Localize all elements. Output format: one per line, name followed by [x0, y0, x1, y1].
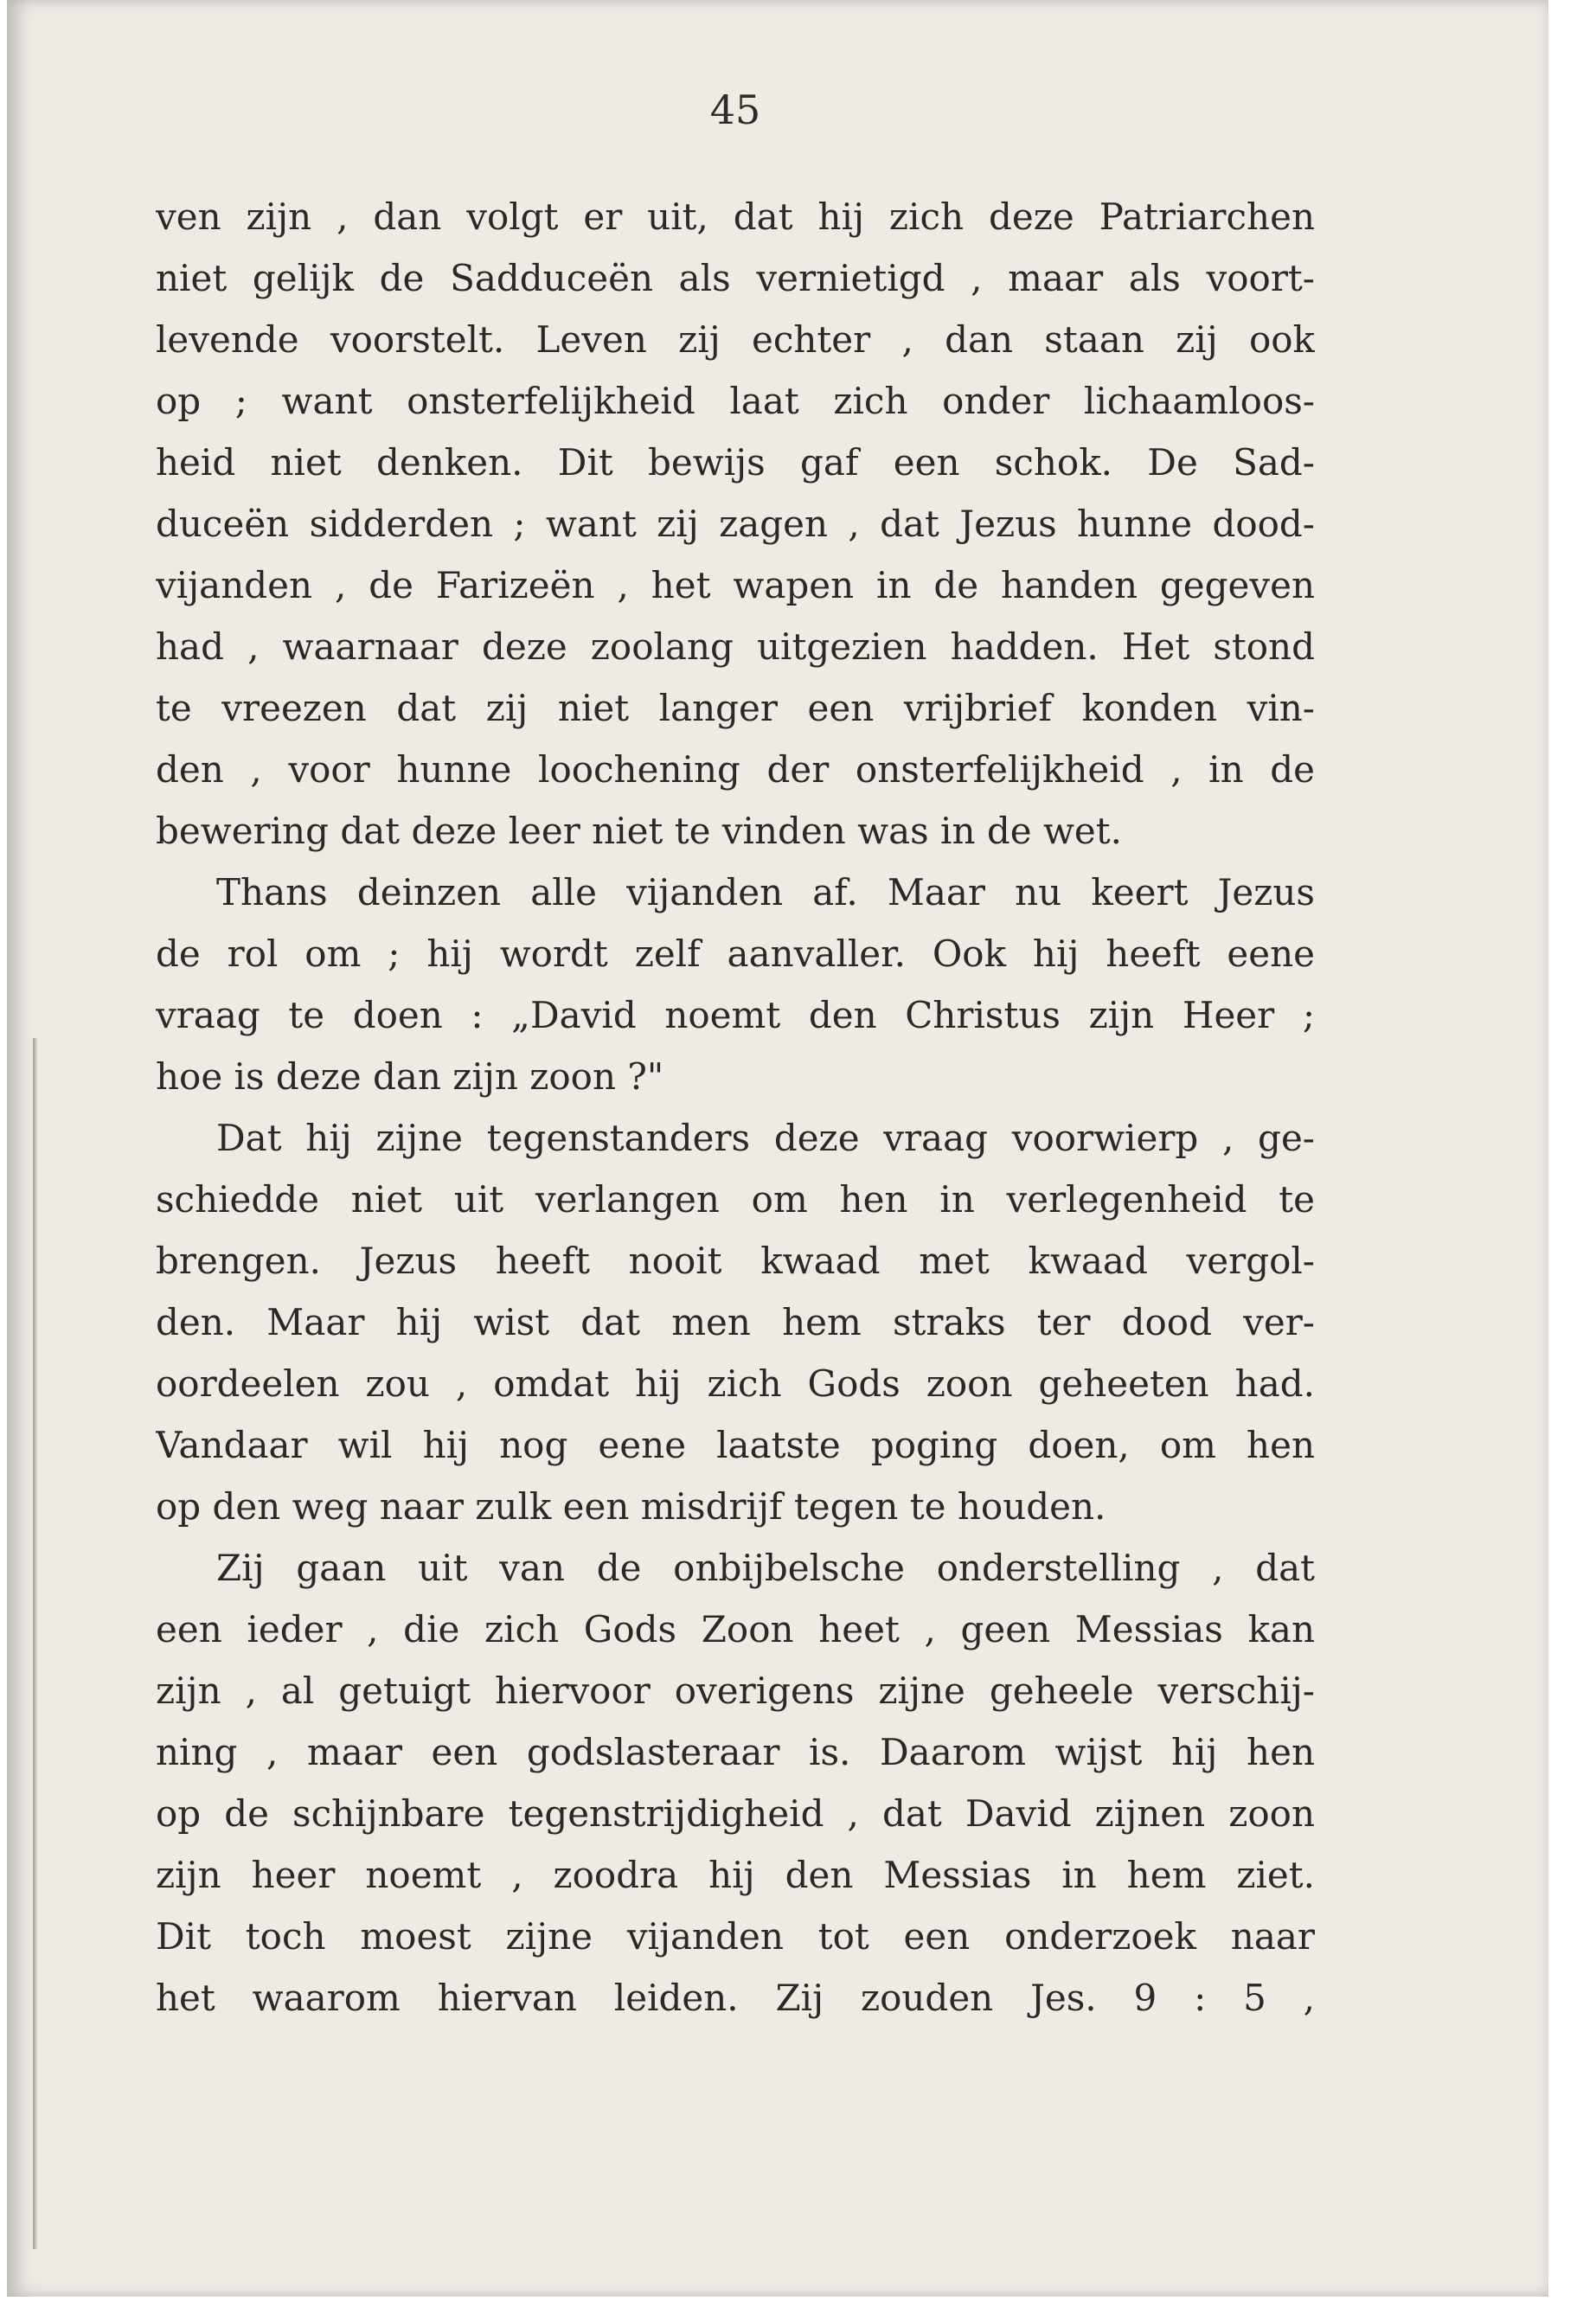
binding-shadow: [33, 1038, 38, 2249]
text-line: te vreezen dat zij niet langer een vrijbrief konden vin-: [156, 687, 1315, 729]
text-line: Zij gaan uit van de onbijbelsche onderstelling , dat: [216, 1547, 1315, 1589]
text-line: ven zijn , dan volgt er uit, dat hij zich deze Patriarchen: [156, 195, 1315, 238]
text-line: de rol om ; hij wordt zelf aanvaller. Ook hij heeft eene: [156, 933, 1315, 975]
body-text: [156, 186, 1315, 2029]
page-number: 45: [709, 87, 761, 133]
text-line: een ieder , die zich Gods Zoon heet , geen Messias kan: [156, 1608, 1315, 1650]
text-line: den. Maar hij wist dat men hem straks ter dood ver-: [156, 1301, 1315, 1343]
text-line: het waarom hiervan leiden. Zij zouden Jes. 9 : 5 ,: [156, 1977, 1315, 2019]
text-line: bewering dat deze leer niet te vinden was in de wet.: [156, 810, 1122, 852]
text-line: Vandaar wil hij nog eene laatste poging doen, om hen: [156, 1424, 1315, 1466]
text-line: den , voor hunne loochening der onsterfelijkheid , in de: [156, 748, 1315, 791]
text-line: op den weg naar zulk een misdrijf tegen te houden.: [156, 1485, 1106, 1528]
text-line: hoe is deze dan zijn zoon ?": [156, 1055, 664, 1098]
text-line: Dit toch moest zijne vijanden tot een onderzoek naar: [156, 1915, 1315, 1958]
text-line: levende voorstelt. Leven zij echter , dan staan zij ook: [156, 318, 1315, 361]
text-line: ning , maar een godslasteraar is. Daarom wijst hij hen: [156, 1731, 1315, 1773]
text-line: vraag te doen : „David noemt den Christus zijn Heer ;: [156, 994, 1315, 1036]
text-line: niet gelijk de Sadduceën als vernietigd , maar als voort-: [156, 257, 1315, 299]
text-line: zijn heer noemt , zoodra hij den Messias in hem ziet.: [156, 1854, 1315, 1896]
text-line: had , waarnaar deze zoolang uitgezien hadden. Het stond: [156, 625, 1315, 668]
text-line: zijn , al getuigt hiervoor overigens zijne geheele verschij-: [156, 1670, 1315, 1712]
text-line: op de schijnbare tegenstrijdigheid , dat David zijnen zoon: [156, 1792, 1315, 1835]
text-line: heid niet denken. Dit bewijs gaf een schok. De Sad-: [156, 441, 1315, 484]
text-line: Thans deinzen alle vijanden af. Maar nu keert Jezus: [216, 871, 1315, 913]
text-line: brengen. Jezus heeft nooit kwaad met kwaad vergol-: [156, 1240, 1315, 1282]
text-line: schiedde niet uit verlangen om hen in verlegenheid te: [156, 1178, 1315, 1221]
text-line: Dat hij zijne tegenstanders deze vraag voorwierp , ge-: [216, 1117, 1315, 1159]
text-line: op ; want onsterfelijkheid laat zich onder lichaamloos-: [156, 380, 1315, 422]
text-line: duceën sidderden ; want zij zagen , dat Jezus hunne dood-: [156, 503, 1315, 545]
text-line: oordeelen zou , omdat hij zich Gods zoon geheeten had.: [156, 1362, 1315, 1405]
text-line: vijanden , de Farizeën , het wapen in de handen gegeven: [156, 564, 1315, 606]
